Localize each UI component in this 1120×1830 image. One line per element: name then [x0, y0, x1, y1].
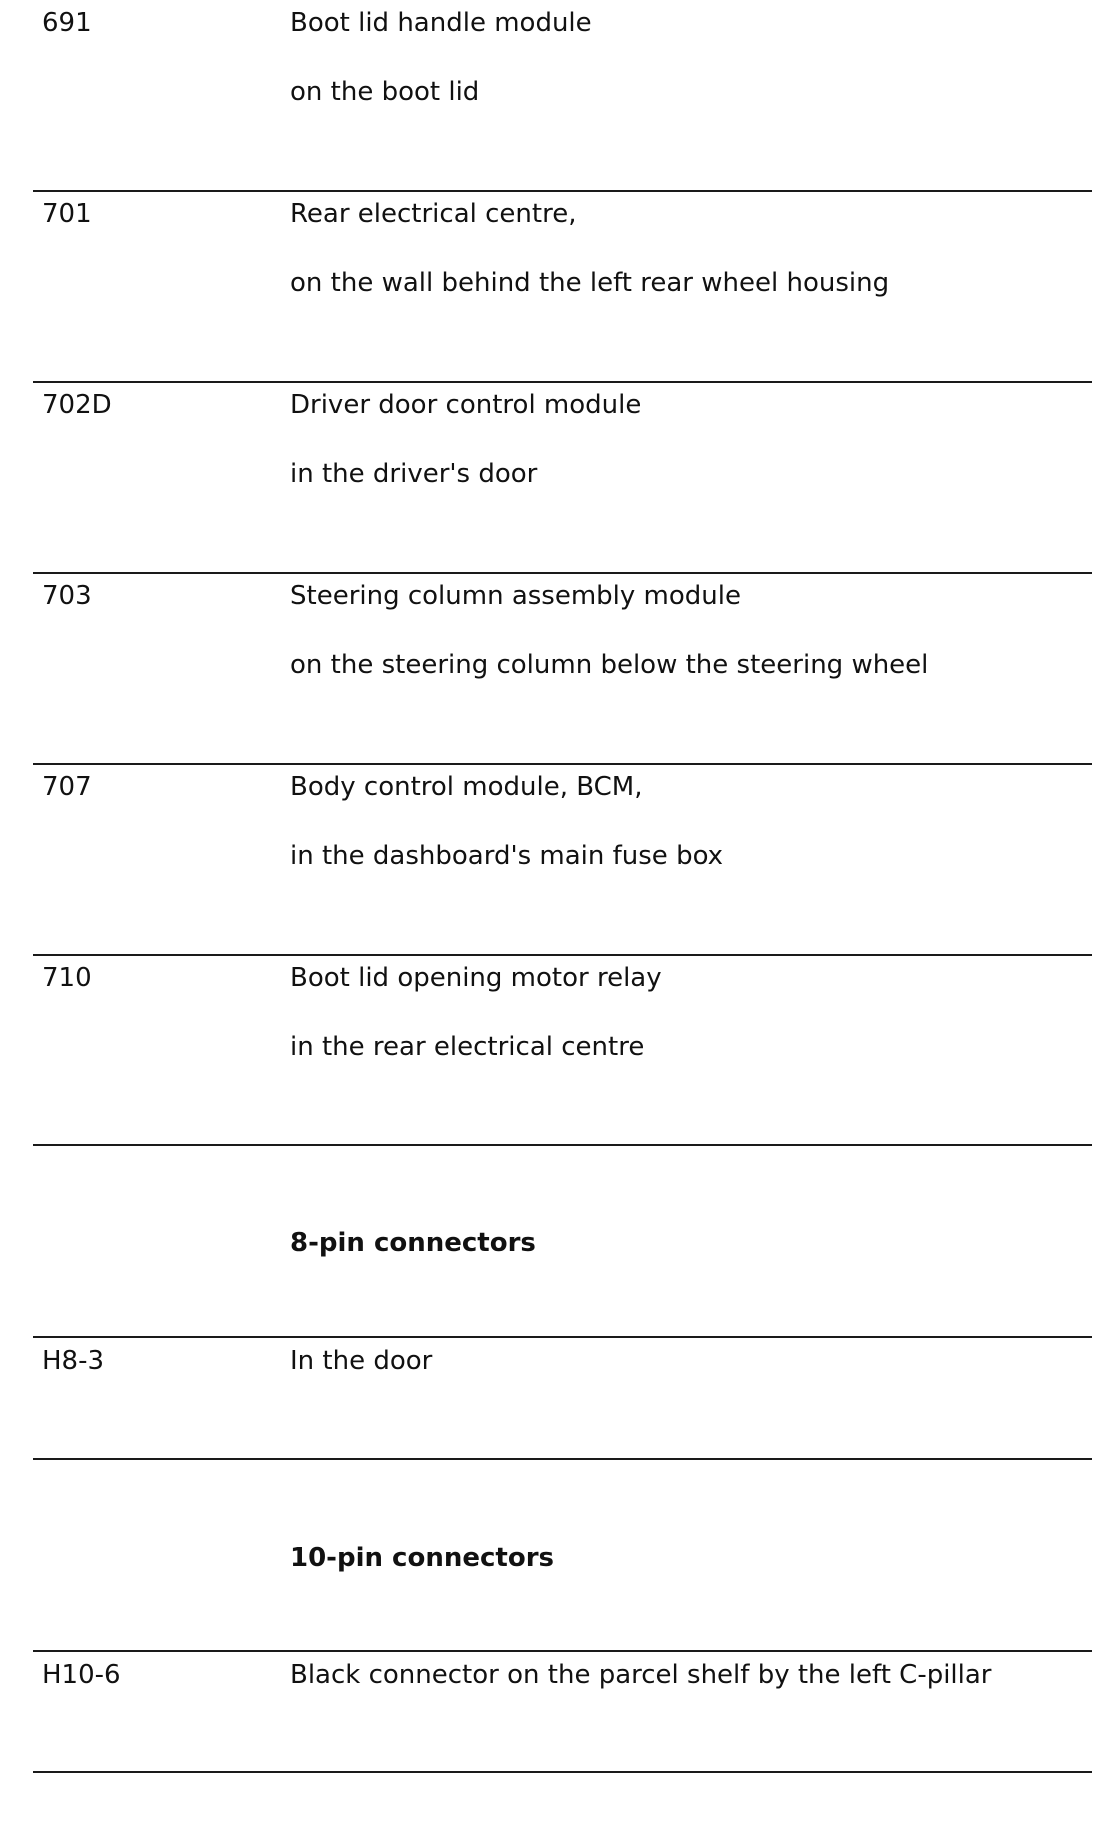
entry-location: in the driver's door: [290, 459, 538, 489]
entry-code: 701: [42, 199, 92, 229]
section-heading-8pin: 8-pin connectors: [290, 1228, 536, 1258]
row-divider: [33, 1650, 1092, 1652]
entry-description: Rear electrical centre,: [290, 199, 577, 229]
section-heading-10pin: 10-pin connectors: [290, 1543, 554, 1573]
entry-description: Driver door control module: [290, 390, 642, 420]
row-divider: [33, 1336, 1092, 1338]
entry-code: 703: [42, 581, 92, 611]
entry-code: 710: [42, 963, 92, 993]
entry-code: 707: [42, 772, 92, 802]
row-divider: [33, 381, 1092, 383]
row-divider: [33, 1771, 1092, 1773]
entry-description: Body control module, BCM,: [290, 772, 643, 802]
row-divider: [33, 190, 1092, 192]
entry-location: on the boot lid: [290, 77, 480, 107]
entry-code: 691: [42, 8, 92, 38]
entry-location: on the steering column below the steering wheel: [290, 650, 929, 680]
row-divider: [33, 1458, 1092, 1460]
row-divider: [33, 763, 1092, 765]
entry-code: 702D: [42, 390, 112, 420]
entry-description: Boot lid handle module: [290, 8, 592, 38]
connector-code: H10-6: [42, 1660, 121, 1690]
entry-description: Boot lid opening motor relay: [290, 963, 662, 993]
entry-description: Steering column assembly module: [290, 581, 741, 611]
connector-location: Black connector on the parcel shelf by the left C-pillar: [290, 1660, 992, 1690]
row-divider: [33, 572, 1092, 574]
entry-location: in the rear electrical centre: [290, 1032, 645, 1062]
connector-code: H8-3: [42, 1346, 105, 1376]
row-divider: [33, 1144, 1092, 1146]
entry-location: on the wall behind the left rear wheel housing: [290, 268, 890, 298]
row-divider: [33, 954, 1092, 956]
connector-location: In the door: [290, 1346, 433, 1376]
entry-location: in the dashboard's main fuse box: [290, 841, 724, 871]
